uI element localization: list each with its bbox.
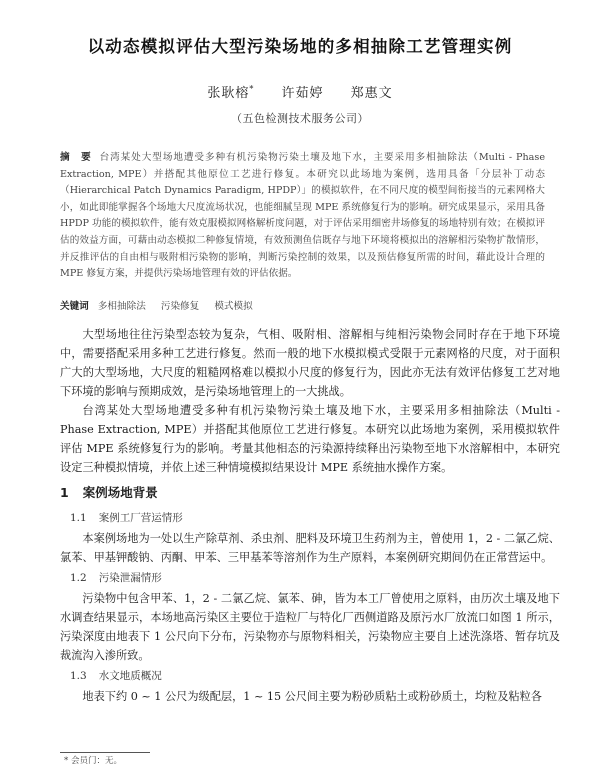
body-paragraph: 地表下约 0 ~ 1 公尺为级配层，1 ~ 15 公尺间主要为粉砂质粘土或粉砂质土，均粒及粘粒各 [82,690,542,703]
footnote-mark: * [64,756,69,766]
subsection-heading [70,667,560,685]
author-footnote-mark: * [249,84,255,94]
author-name: 许茹婷 [281,86,324,101]
paper-title: 以动态模拟评估大型污染场地的多相抽除工艺管理实例 [87,37,513,56]
subsection-title: 水文地质概况 [98,670,162,682]
subsection-number: 1.3 [70,670,87,682]
subsection-number: 1.1 [70,512,87,524]
body-paragraph: 本案例场地为一处以生产除草剂、杀虫剂、肥料及环境卫生药剂为主，曾使用 1，2 - 二氯乙烷、氯苯、甲基钾酸钠、丙酮、甲苯、三甲基苯等溶剂作为生产原料，本案例研究期间仍在正常营运中。 [60,532,560,564]
abstract-label: 摘 要 [60,152,92,163]
section-number: 1 [60,485,69,500]
body-paragraph: 污染物中包含甲苯、1，2 - 二氯乙烷、氯苯、砷，皆为本工厂曾使用之原料，由历次土壤及地下水调查结果显示，本场地高污染区主要位于造粒厂与特化厂西侧道路及原污水厂放流口如图 1 所示，污染深度由地表下 1 公尺向下分布，污染物亦与原物料相关，污染物应主要自上述洗涤塔、暂存坑及裁流沟入渗所致。 [60,592,560,662]
subsection-title: 案例工厂营运情形 [98,512,183,524]
keyword-item: 多相抽除法 [97,301,146,312]
footnote-text: 会员门：无。 [70,756,122,766]
abstract [60,150,545,283]
keywords [60,298,545,312]
footnote [64,754,122,766]
affiliation: （五色检测技术服务公司） [231,112,369,125]
keywords-label: 关键词 [60,301,89,312]
abstract-text: 台湾某处大型场地遭受多种有机污染物污染土壤及地下水，主要采用多相抽除法（Multi - Phase Extraction, MPE）并搭配其他原位工艺进行修复。本研究以此场地为案例，选用具备「分层补丁动态（Hierarchical Patch Dynamics Paradigm, HPDP）」的模拟软件，在不同尺度的模型间衔接当的元素网格大小，如此即能掌握各个场地大尺度流场状况，也能细腻呈现 MPE 系统修复行为的影响。研究成果显示，采用具备 HPDP 功能的模拟软件，能有效克服模拟网格解析度问题，对于评估采用细密井场修复的场地特别有效；在模拟评估的效益方面，可藉由动态模拟二种修复情境，有效预测鱼信既存与地下环境将模拟出的溶解相污染物扩散情形，并反推评估的自由相与吸附相污染物的影响，判断污染控制的效果，以及预估修复所需的时间，藉此设计合理的 MPE 修复方案，并提供污染场地管理有效的评估依据。 [60,152,545,280]
intro-paragraph: 台湾某处大型场地遭受多种有机污染物污染土壤及地下水，主要采用多相抽除法（Multi - Phase Extraction, MPE）并搭配其他原位工艺进行修复。本研究以此场地为案例，采用模拟软件评估 MPE 系统修复行为的影响。考量其他相态的污染源持续释出污染物至地下水溶解相中，本研究设定三种模拟情境，并依上述三种情境模拟结果设计 MPE 系统抽水操作方案。 [60,404,560,474]
subsection-heading [70,509,560,527]
author-name: 张耿榕 [207,86,250,101]
keyword-item: 污染修复 [160,301,200,312]
subsection-heading [70,569,560,587]
section-heading [60,483,560,503]
subsection-title: 污染泄漏情形 [98,572,162,584]
author-line [0,82,600,101]
section-title: 案例场地背景 [82,485,158,500]
footnote-divider [60,752,150,753]
intro-paragraph: 大型场地往往污染型态较为复杂，气相、吸附相、溶解相与纯相污染物会同时存在于地下环境中，需要搭配采用多种工艺进行修复。然而一般的地下水模拟模式受限于元素网格的尺度，对于面积广大的大型场地，大尺度的粗糙网格难以模拟小尺度的修复行为，因此亦无法有效评估修复工艺对地下环境的影响与预期成效，是污染场地管理上的一大挑战。 [60,328,560,398]
subsection-number: 1.2 [70,572,87,584]
body-text [60,325,560,706]
author-name: 郑惠文 [350,86,393,101]
keyword-item: 模式模拟 [214,301,253,312]
